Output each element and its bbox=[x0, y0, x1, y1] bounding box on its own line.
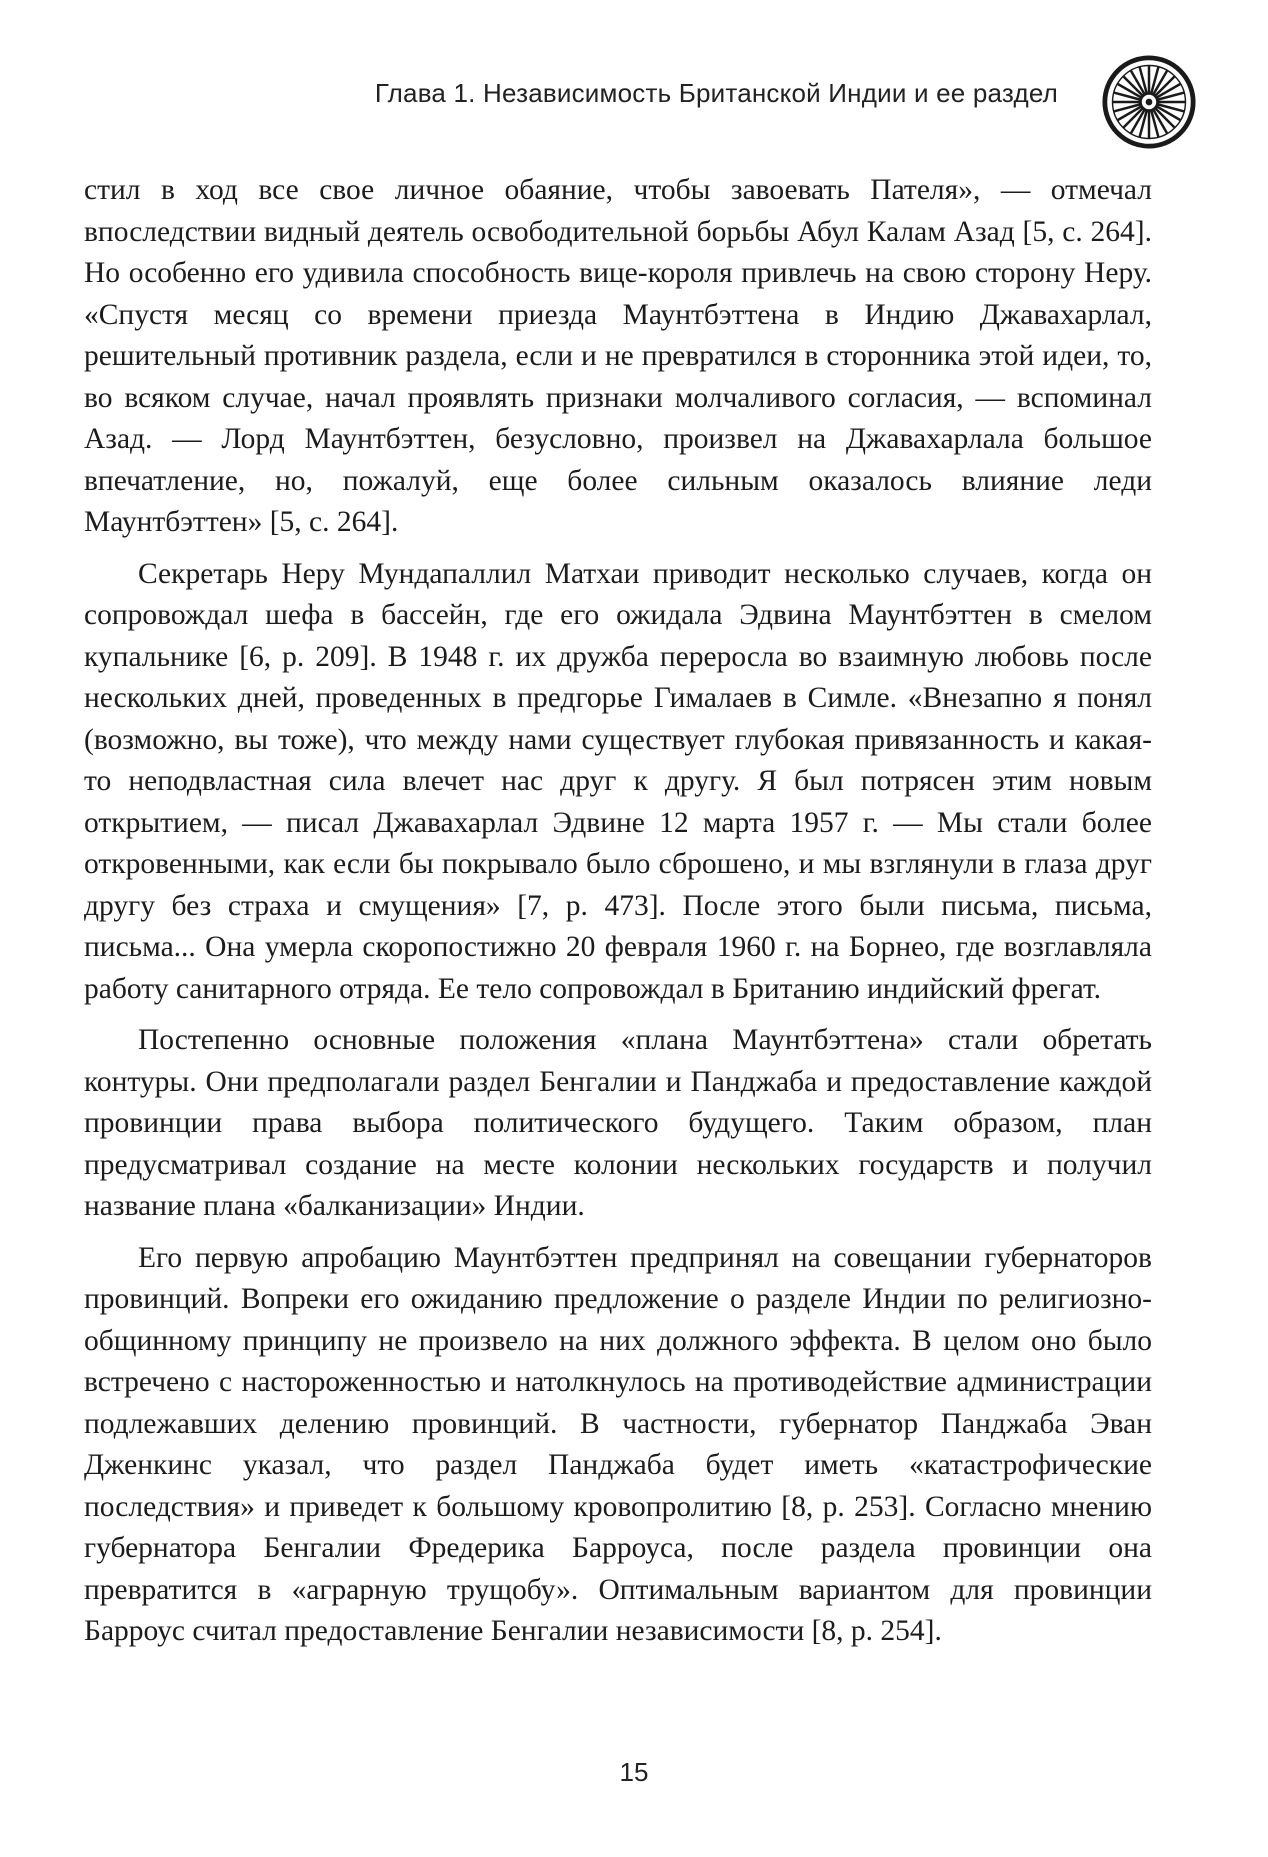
ashoka-chakra-icon bbox=[1101, 54, 1197, 150]
paragraph: стил в ход все свое личное обаяние, чтобы завоевать Пателя», — отмечал впоследствии видный деятель освободительной борьбы Абул Калам Азад [5, с. 264]. Но особенно его удивила способность вице-короля привлечь на свою сторону Неру. «Спустя месяц со времени приезда Маунтбэттена в Индию Джавахарлал, решительный противник раздела, если и не превратился в сторонника этой идеи, то, во всяком случае, начал проявлять признаки молчаливого согласия, — вспоминал Азад. — Лорд Маунтбэттен, безусловно, произвел на Джавахарлала большое впечатление, но, пожалуй, еще более сильным оказалось влияние леди Маунтбэттен» [5, с. 264]. bbox=[84, 174, 1152, 538]
running-title: Глава 1. Независимость Британской Индии и ее раздел bbox=[374, 78, 1058, 108]
paragraph: Его первую апробацию Маунтбэттен предпринял на совещании губернаторов провинций. Вопреки его ожиданию предложение о разделе Индии по религиозно-общинному принципу не произвело на них должного эффекта. В целом оно было встречено с настороженностью и натолкнулось на противодействие администрации подлежавших делению провинций. В частности, губернатор Панджаба Эван Дженкинс указал, что раздел Панджаба будет иметь «катастрофические последствия» и приведет к большому кровопролитию [8, p. 253]. Согласно мнению губернатора Бенгалии Фредерика Барроуса, после раздела провинции она превратится в «аграрную трущобу». Оптимальным вариантом для провинции Барроус считал предоставление Бенгалии независимости [8, p. 254]. bbox=[84, 1241, 1152, 1647]
paragraph: Постепенно основные положения «плана Маунтбэттена» стали обретать контуры. Они предполагали раздел Бенгалии и Панджаба и предоставление каждой провинции права выбора политического будущего. Таким образом, план предусматривал создание на месте колонии нескольких государств и получил название плана «балканизации» Индии. bbox=[84, 1024, 1152, 1222]
page-number: 15 bbox=[619, 1757, 649, 1787]
paragraph: Секретарь Неру Мундапаллил Матхаи приводит несколько случаев, когда он сопровождал шефа в бассейн, где его ожидала Эдвина Маунтбэттен в смелом купальнике [6, p. 209]. В 1948 г. их дружба переросла во взаимную любовь после нескольких дней, проведенных в предгорье Гималаев в Симле. «Внезапно я понял (возможно, вы тоже), что между нами существует глубокая привязанность и какая-то неподвластная сила влечет нас друг к другу. Я был потрясен этим новым открытием, — писал Джавахарлал Эдвине 12 марта 1957 г. — Мы стали более откровенными, как если бы покрывало было сброшено, и мы взглянули в глаза друг другу без страха и смущения» [7, p. 473]. После этого были письма, письма, письма... Она умерла скоропостижно 20 февраля 1960 г. на Борнео, где возглавляла работу санитарного отряда. Ее тело сопровождал в Британию индийский фрегат. bbox=[84, 557, 1152, 1005]
body-text bbox=[84, 170, 1152, 1663]
